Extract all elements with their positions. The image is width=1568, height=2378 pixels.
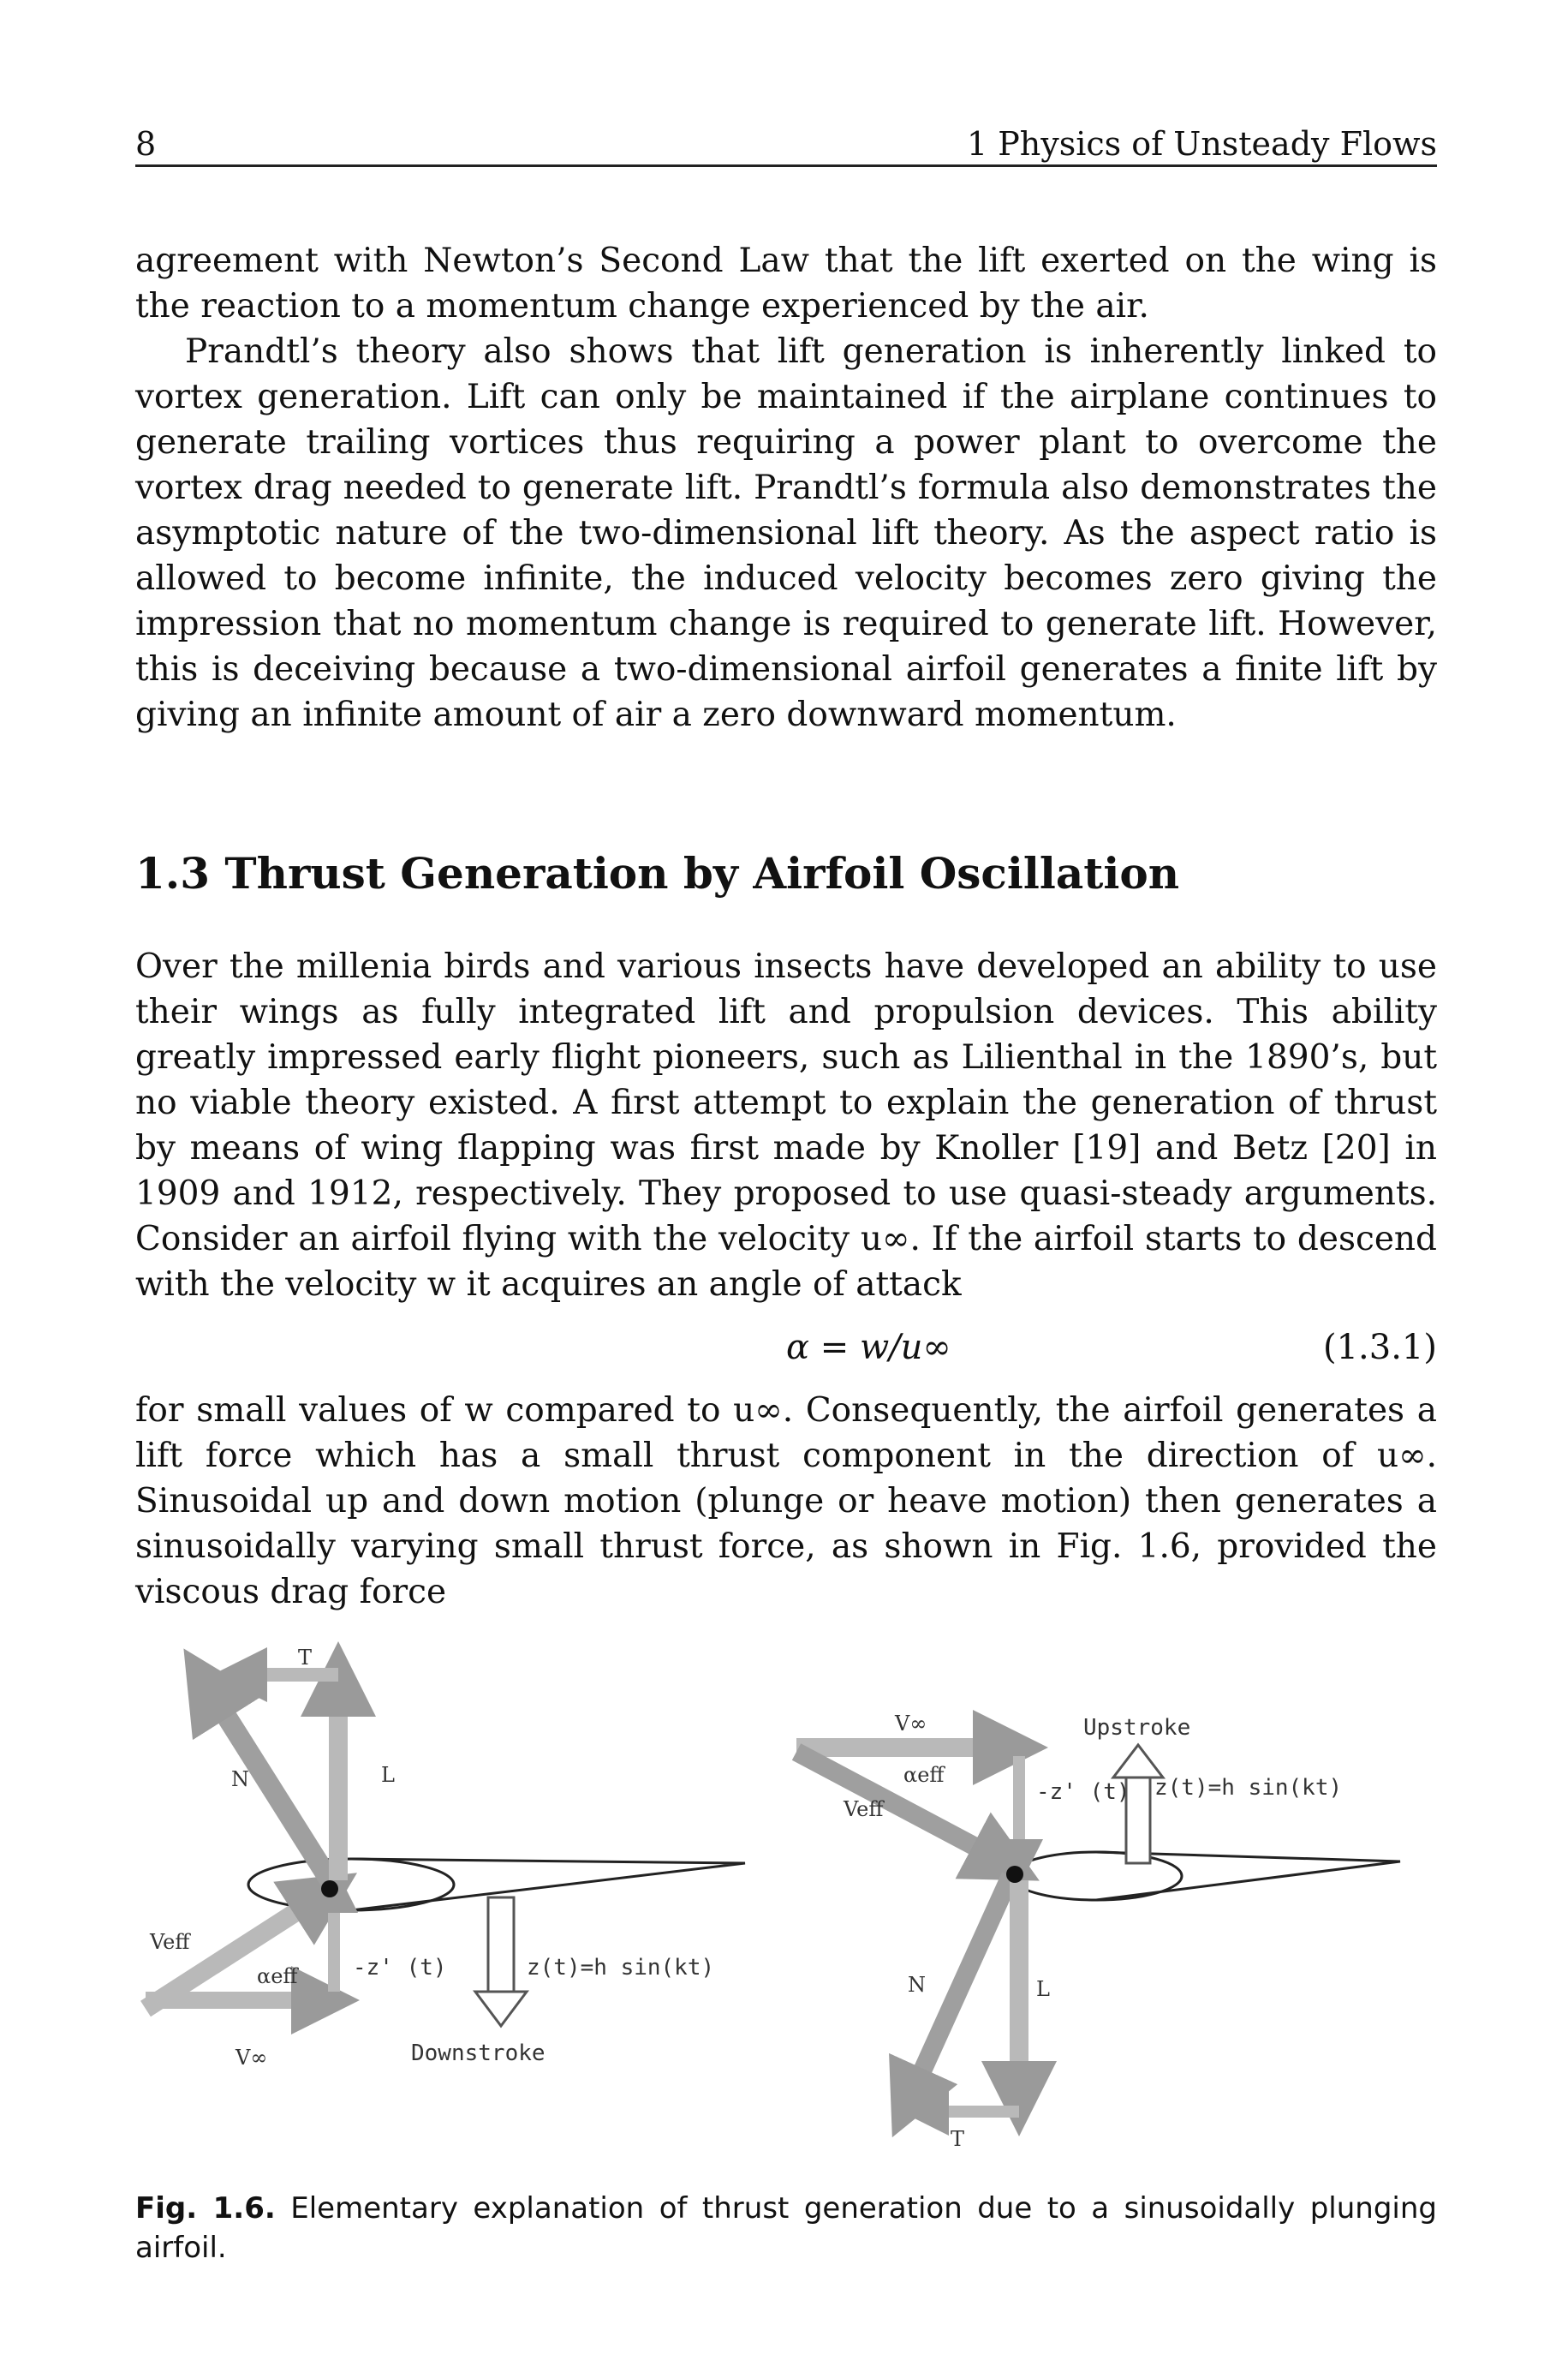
normal-force-arrow-left xyxy=(206,1683,330,1880)
label-T-right: T xyxy=(951,2127,965,2151)
label-zeq-left: z(t)=h sin(kt) xyxy=(527,1955,715,1981)
label-zprime-left: -z' (t) xyxy=(353,1955,447,1981)
equation-number: (1.3.1) xyxy=(1323,1328,1437,1367)
pivot-left xyxy=(321,1880,338,1897)
after-equation-text xyxy=(135,1388,1437,1615)
downstroke-diagram xyxy=(146,1646,745,2070)
figure-caption xyxy=(135,2189,1437,2267)
airfoil-left-tail xyxy=(351,1859,745,1910)
label-alpha-left: αeff xyxy=(257,1964,298,1988)
label-alpha-right: αeff xyxy=(903,1763,945,1787)
running-head xyxy=(135,120,1437,167)
plunge-arrow-head-left xyxy=(475,1992,527,2026)
label-Vinf-right: V∞ xyxy=(895,1712,927,1736)
paragraph: Prandtl’s theory also shows that lift generation is inherently linked to vortex generation. Lift can only be maintained if the airplane continues to generate trailing vortices thus requiring a power plant to overcome the vortex drag needed to generate lift. Prandtl’s formula also demonstrates the asymptotic nature of the two-dimensional lift theory. As the aspect ratio is allowed to become infinite, the induced velocity becomes zero giving the impression that no momentum change is required to generate lift. However, this is deceiving because a two-dimensional airfoil generates a finite lift by giving an infinite amount of air a zero downward momentum. xyxy=(135,332,1437,734)
label-Veff-right: Veff xyxy=(844,1797,884,1821)
caption-text: Elementary explanation of thrust generation due to a sinusoidally plunging airfoil. xyxy=(135,2191,1437,2265)
equation-expression: α = w/u∞ xyxy=(786,1328,951,1367)
label-L-left: L xyxy=(381,1763,395,1787)
chapter-title: 1 Physics of Unsteady Flows xyxy=(966,125,1437,163)
section-text xyxy=(135,944,1437,1307)
plunge-arrow-head-right xyxy=(1113,1745,1163,1778)
caption-label: Fig. 1.6. xyxy=(135,2191,276,2226)
figure-diagram xyxy=(128,1632,1447,2172)
page-number: 8 xyxy=(135,125,157,163)
section-heading: 1.3 Thrust Generation by Airfoil Oscillation xyxy=(135,848,1180,899)
intro-text xyxy=(135,238,1437,738)
pivot-right xyxy=(1006,1866,1023,1883)
equation xyxy=(135,1328,1437,1376)
plunge-arrow-shaft-left xyxy=(488,1897,514,1992)
label-downstroke: Downstroke xyxy=(411,2040,546,2066)
figure-1-6 xyxy=(128,1632,1447,2172)
paragraph: agreement with Newton’s Second Law that the lift exerted on the wing is the reaction to a momentum change experienced by the air. xyxy=(135,242,1437,326)
label-upstroke: Upstroke xyxy=(1083,1715,1191,1741)
label-zeq-right: z(t)=h sin(kt) xyxy=(1154,1775,1343,1801)
label-zprime-right: -z' (t) xyxy=(1036,1779,1130,1805)
veff-arrow-right xyxy=(796,1752,1006,1863)
paragraph: for small values of w compared to u∞. Consequently, the airfoil generates a lift force which has a small thrust component in the direction of u∞. Sinusoidal up and down motion (plunge or heave motion) then generates a sinusoidally varying small thrust force, as shown in Fig. 1.6, provided the viscous drag force xyxy=(135,1391,1437,1611)
upstroke-diagram xyxy=(796,1712,1400,2151)
label-Veff-left: Veff xyxy=(150,1930,190,1954)
label-N-left: N xyxy=(231,1767,249,1791)
label-Vinf-left: V∞ xyxy=(235,2046,268,2070)
label-N-right: N xyxy=(908,1973,926,1997)
label-T-left: T xyxy=(298,1646,313,1670)
label-L-right: L xyxy=(1036,1977,1050,2001)
paragraph: Over the millenia birds and various insects have developed an ability to use their wings as fully integrated lift and propulsion devices. This ability greatly impressed early flight pioneers, such as Lilienthal in the 1890’s, but no viable theory existed. A first attempt to explain the generation of thrust by means of wing flapping was first made by Knoller [19] and Betz [20] in 1909 and 1912, respectively. They proposed to use quasi-steady arguments. Consider an airfoil flying with the velocity u∞. If the airfoil starts to descend with the velocity w it acquires an angle of attack xyxy=(135,947,1437,1304)
